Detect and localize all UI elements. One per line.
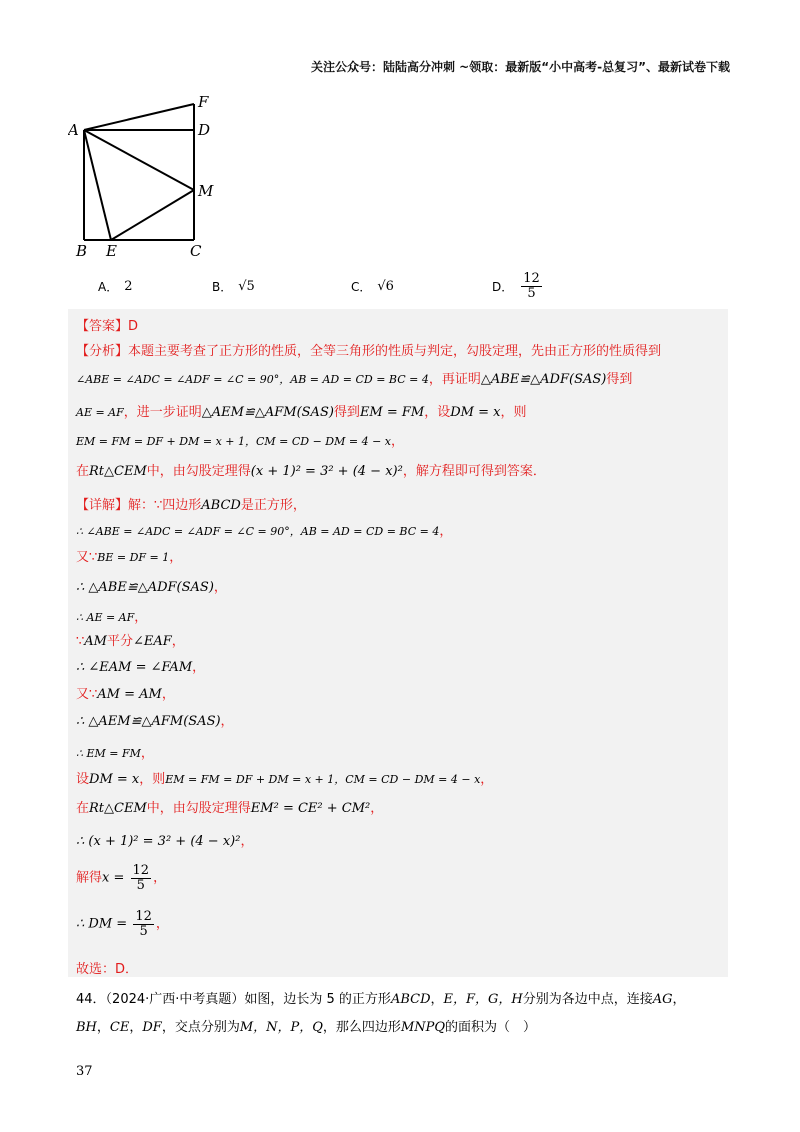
geometry-figure: [68, 90, 228, 260]
detail-line-7: ∴ ∠EAM = ∠FAM，: [76, 660, 206, 675]
detail-line-1: 【详解】解：∵四边形ABCD是正方形，: [76, 498, 306, 513]
edge-em: [111, 190, 194, 240]
analysis-line-2: ∠ABE = ∠ADC = ∠ADF = ∠C = 90°，AB = AD = CD = BC = 4，再证明△ABE≌△ADF(SAS)得到: [76, 372, 633, 387]
detail-line-6: ∵AM平分∠EAF，: [76, 634, 185, 649]
analysis-line-3: AE = AF，进一步证明△AEM≌△AFM(SAS)得到EM = FM，设DM = x，则: [76, 405, 527, 420]
answer-line: 【答案】D: [76, 319, 139, 334]
edge-ae: [84, 130, 111, 240]
detail-line-10: ∴ EM = FM，: [76, 746, 154, 761]
analysis-line-4: EM = FM = DF + DM = x + 1，CM = CD − DM = 4 − x，: [76, 434, 405, 449]
option-d[interactable]: D． $\frac{12}{5}$: [492, 270, 540, 301]
label-m: M: [198, 182, 214, 200]
detail-line-5: ∴ AE = AF，: [76, 610, 148, 625]
label-a: A: [68, 121, 79, 139]
edge-am: [84, 130, 194, 190]
detail-line-9: ∴ △AEM≌△AFM(SAS)，: [76, 714, 234, 729]
fraction: $\frac{12}{5}$: [132, 863, 150, 893]
fraction: $\frac{12}{5}$: [135, 909, 152, 939]
analysis-line-1: 【分析】本题主要考查了正方形的性质，全等三角形的性质与判定，勾股定理，先由正方形的性质得到: [76, 344, 662, 359]
analysis-line-5: 在Rt△CEM中，由勾股定理得(x + 1)² = 3² + (4 − x)²，解方程即可得到答案．: [76, 464, 546, 479]
page-number: 37: [76, 1064, 93, 1079]
detail-line-13: ∴ (x + 1)² = 3² + (4 − x)²，: [76, 834, 254, 849]
label-b: B: [76, 242, 88, 260]
label-c: C: [190, 242, 202, 260]
detail-line-4: ∴ △ABE≌△ADF(SAS)，: [76, 580, 227, 595]
label-d: D: [198, 121, 211, 139]
detail-line-8: 又∵AM = AM，: [76, 687, 175, 702]
option-c[interactable]: C． √6: [351, 278, 394, 294]
edge-af: [84, 104, 194, 130]
option-b[interactable]: B． √5: [212, 278, 255, 294]
detail-line-11: 设DM = x，则EM = FM = DF + DM = x + 1，CM = CD − DM = 4 − x，: [76, 772, 494, 787]
label-e: E: [106, 242, 117, 260]
page-header: 关注公众号：陆陆高分冲刺 ~领取：最新版“小中高考-总复习”、最新试卷下载: [311, 60, 730, 74]
detail-line-12: 在Rt△CEM中，由勾股定理得EM² = CE² + CM²，: [76, 801, 384, 816]
fraction: $\frac{12}{5}$: [523, 270, 540, 301]
detail-line-2: ∴ ∠ABE = ∠ADC = ∠ADF = ∠C = 90°，AB = AD = CD = BC = 4，: [76, 524, 453, 539]
detail-line-14: 解得x = $\frac{12}{5}$ ，: [76, 863, 167, 893]
question-44-line-1: 44．（2024·广西·中考真题）如图，边长为 5 的正方形ABCD，E，F，G，H分别为各边中点，连接AG，: [76, 992, 686, 1007]
detail-line-15: ∴ DM = $\frac{12}{5}$ ，: [76, 909, 169, 939]
label-f: F: [198, 93, 209, 111]
option-a[interactable]: A． 2: [98, 278, 133, 294]
answer-options: [98, 268, 618, 308]
detail-line-16: 故选：D．: [76, 962, 139, 977]
detail-line-3: 又∵BE = DF = 1，: [76, 550, 183, 565]
question-44-line-2: BH，CE，DF，交点分别为M，N，P，Q，那么四边形MNPQ的面积为（ ）: [76, 1020, 537, 1035]
